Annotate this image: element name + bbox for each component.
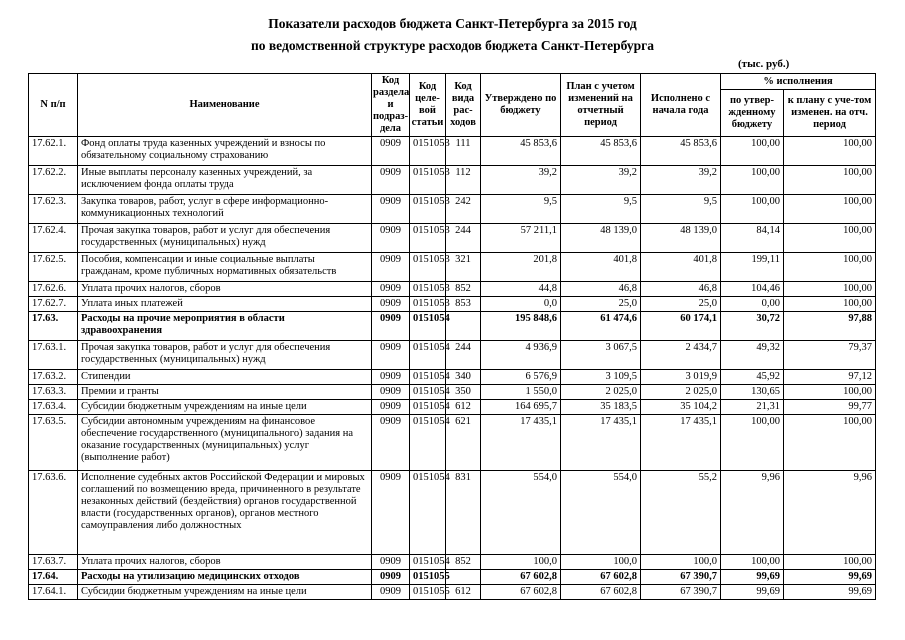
cell-statya: 0151054 [410, 415, 446, 471]
cell-vid [446, 312, 481, 341]
header-statya: Код целе-вой статьи [410, 74, 446, 137]
cell-num: 17.64.1. [29, 585, 78, 600]
cell-isp: 100,0 [641, 555, 721, 570]
table-row [29, 585, 876, 600]
cell-pct-utv: 9,96 [721, 471, 784, 555]
cell-pct-plan: 100,00 [784, 253, 876, 282]
cell-razdel: 0909 [372, 555, 410, 570]
cell-plan: 3 067,5 [561, 341, 641, 370]
cell-num: 17.63.4. [29, 400, 78, 415]
cell-pct-utv: 100,00 [721, 166, 784, 195]
cell-name: Расходы на прочие мероприятия в области здравоохранения [78, 312, 372, 341]
cell-pct-utv: 130,65 [721, 385, 784, 400]
cell-num: 17.62.4. [29, 224, 78, 253]
cell-utv: 9,5 [481, 195, 561, 224]
cell-num: 17.63.2. [29, 370, 78, 385]
cell-pct-plan: 100,00 [784, 224, 876, 253]
cell-pct-plan: 79,37 [784, 341, 876, 370]
cell-utv: 100,0 [481, 555, 561, 570]
cell-name: Иные выплаты персоналу казенных учреждений, за исключением фонда оплаты труда [78, 166, 372, 195]
cell-vid: 852 [446, 555, 481, 570]
table-row [29, 471, 876, 555]
header-pct-plan: к плану с уче-том изменен. на отч. период [784, 90, 876, 137]
units-label: (тыс. руб.) [738, 58, 790, 70]
cell-isp: 39,2 [641, 166, 721, 195]
cell-vid: 244 [446, 341, 481, 370]
cell-razdel: 0909 [372, 297, 410, 312]
cell-isp: 46,8 [641, 282, 721, 297]
cell-pct-utv: 100,00 [721, 555, 784, 570]
cell-utv: 17 435,1 [481, 415, 561, 471]
cell-vid: 612 [446, 585, 481, 600]
cell-utv: 195 848,6 [481, 312, 561, 341]
cell-plan: 554,0 [561, 471, 641, 555]
cell-pct-utv: 104,46 [721, 282, 784, 297]
cell-isp: 2 434,7 [641, 341, 721, 370]
cell-isp: 25,0 [641, 297, 721, 312]
cell-statya: 0151054 [410, 312, 446, 341]
cell-num: 17.63.5. [29, 415, 78, 471]
cell-vid: 111 [446, 137, 481, 166]
cell-plan: 2 025,0 [561, 385, 641, 400]
cell-razdel: 0909 [372, 166, 410, 195]
header-vid: Код вида рас-ходов [446, 74, 481, 137]
cell-isp: 55,2 [641, 471, 721, 555]
cell-statya: 0151055 [410, 585, 446, 600]
cell-pct-plan: 100,00 [784, 195, 876, 224]
table-row [29, 400, 876, 415]
cell-utv: 39,2 [481, 166, 561, 195]
cell-name: Пособия, компенсации и иные социальные выплаты гражданам, кроме публичных нормативных обязательств [78, 253, 372, 282]
cell-statya: 0151053 [410, 137, 446, 166]
cell-name: Субсидии бюджетным учреждениям на иные цели [78, 585, 372, 600]
cell-num: 17.63.3. [29, 385, 78, 400]
cell-statya: 0151053 [410, 195, 446, 224]
cell-statya: 0151054 [410, 341, 446, 370]
table-row [29, 224, 876, 253]
cell-num: 17.62.6. [29, 282, 78, 297]
document-title-line2: по ведомственной структуре расходов бюджета Санкт-Петербурга [250, 38, 655, 53]
cell-plan: 9,5 [561, 195, 641, 224]
cell-razdel: 0909 [372, 224, 410, 253]
cell-vid: 340 [446, 370, 481, 385]
cell-vid: 244 [446, 224, 481, 253]
cell-num: 17.62.3. [29, 195, 78, 224]
cell-num: 17.62.2. [29, 166, 78, 195]
cell-pct-utv: 0,00 [721, 297, 784, 312]
table-row [29, 253, 876, 282]
cell-statya: 0151053 [410, 166, 446, 195]
cell-pct-plan: 97,88 [784, 312, 876, 341]
table-row [29, 297, 876, 312]
header-pct-utv: по утвер-жденному бюджету [721, 90, 784, 137]
cell-razdel: 0909 [372, 195, 410, 224]
table-row [29, 312, 876, 341]
cell-num: 17.63. [29, 312, 78, 341]
cell-num: 17.62.1. [29, 137, 78, 166]
cell-isp: 9,5 [641, 195, 721, 224]
cell-isp: 67 390,7 [641, 585, 721, 600]
cell-plan: 25,0 [561, 297, 641, 312]
cell-vid [446, 570, 481, 585]
cell-plan: 100,0 [561, 555, 641, 570]
cell-statya: 0151054 [410, 471, 446, 555]
cell-utv: 164 695,7 [481, 400, 561, 415]
cell-plan: 17 435,1 [561, 415, 641, 471]
cell-plan: 45 853,6 [561, 137, 641, 166]
cell-razdel: 0909 [372, 312, 410, 341]
cell-pct-utv: 100,00 [721, 195, 784, 224]
cell-name: Стипендии [78, 370, 372, 385]
cell-plan: 48 139,0 [561, 224, 641, 253]
header-utv: Утверждено по бюджету [481, 74, 561, 137]
cell-pct-utv: 99,69 [721, 585, 784, 600]
cell-pct-plan: 100,00 [784, 555, 876, 570]
table-row [29, 385, 876, 400]
cell-num: 17.63.1. [29, 341, 78, 370]
cell-vid: 350 [446, 385, 481, 400]
cell-utv: 44,8 [481, 282, 561, 297]
cell-razdel: 0909 [372, 282, 410, 297]
table-row [29, 195, 876, 224]
cell-pct-plan: 100,00 [784, 415, 876, 471]
cell-plan: 401,8 [561, 253, 641, 282]
header-plan: План с учетом изменений на отчетный период [561, 74, 641, 137]
cell-razdel: 0909 [372, 137, 410, 166]
table-row [29, 341, 876, 370]
cell-isp: 401,8 [641, 253, 721, 282]
cell-plan: 35 183,5 [561, 400, 641, 415]
cell-utv: 57 211,1 [481, 224, 561, 253]
cell-utv: 201,8 [481, 253, 561, 282]
cell-vid: 112 [446, 166, 481, 195]
cell-statya: 0151054 [410, 370, 446, 385]
cell-name: Премии и гранты [78, 385, 372, 400]
cell-num: 17.63.7. [29, 555, 78, 570]
cell-pct-plan: 100,00 [784, 166, 876, 195]
cell-vid: 852 [446, 282, 481, 297]
cell-name: Закупка товаров, работ, услуг в сфере информационно-коммуникационных технологий [78, 195, 372, 224]
cell-pct-utv: 100,00 [721, 415, 784, 471]
cell-utv: 4 936,9 [481, 341, 561, 370]
table-row [29, 166, 876, 195]
cell-vid: 321 [446, 253, 481, 282]
cell-pct-plan: 100,00 [784, 297, 876, 312]
cell-pct-utv: 21,31 [721, 400, 784, 415]
cell-pct-plan: 9,96 [784, 471, 876, 555]
header-pct: % исполнения [721, 74, 876, 90]
cell-plan: 39,2 [561, 166, 641, 195]
cell-utv: 67 602,8 [481, 570, 561, 585]
cell-vid: 853 [446, 297, 481, 312]
cell-pct-plan: 97,12 [784, 370, 876, 385]
table-row [29, 137, 876, 166]
cell-vid: 621 [446, 415, 481, 471]
cell-statya: 0151054 [410, 555, 446, 570]
cell-pct-utv: 99,69 [721, 570, 784, 585]
cell-vid: 612 [446, 400, 481, 415]
cell-num: 17.62.5. [29, 253, 78, 282]
cell-isp: 45 853,6 [641, 137, 721, 166]
cell-name: Прочая закупка товаров, работ и услуг для обеспечения государственных (муниципальных) нужд [78, 224, 372, 253]
cell-razdel: 0909 [372, 341, 410, 370]
cell-name: Субсидии автономным учреждениям на финансовое обеспечение государственного (муниципального) задания на оказание государственных (муниципальных) услуг (выполнение работ) [78, 415, 372, 471]
cell-num: 17.63.6. [29, 471, 78, 555]
table-body [29, 137, 876, 600]
cell-razdel: 0909 [372, 570, 410, 585]
cell-pct-utv: 84,14 [721, 224, 784, 253]
cell-utv: 1 550,0 [481, 385, 561, 400]
budget-table [28, 73, 876, 600]
cell-name: Субсидии бюджетным учреждениям на иные цели [78, 400, 372, 415]
cell-isp: 35 104,2 [641, 400, 721, 415]
cell-name: Прочая закупка товаров, работ и услуг для обеспечения государственных (муниципальных) нужд [78, 341, 372, 370]
table-row [29, 555, 876, 570]
table-row [29, 282, 876, 297]
cell-pct-plan: 100,00 [784, 282, 876, 297]
cell-statya: 0151055 [410, 570, 446, 585]
cell-statya: 0151053 [410, 224, 446, 253]
header-razdel: Код раздела и подраз-дела [372, 74, 410, 137]
cell-statya: 0151053 [410, 253, 446, 282]
cell-name: Уплата прочих налогов, сборов [78, 555, 372, 570]
cell-isp: 2 025,0 [641, 385, 721, 400]
document-title-line1: Показатели расходов бюджета Санкт-Петербурга за 2015 год [268, 16, 637, 31]
table-row [29, 570, 876, 585]
cell-utv: 554,0 [481, 471, 561, 555]
cell-isp: 67 390,7 [641, 570, 721, 585]
cell-pct-plan: 99,69 [784, 570, 876, 585]
cell-pct-plan: 99,77 [784, 400, 876, 415]
cell-razdel: 0909 [372, 471, 410, 555]
cell-pct-utv: 30,72 [721, 312, 784, 341]
cell-plan: 46,8 [561, 282, 641, 297]
cell-isp: 3 019,9 [641, 370, 721, 385]
cell-razdel: 0909 [372, 385, 410, 400]
table-row [29, 415, 876, 471]
cell-statya: 0151053 [410, 297, 446, 312]
cell-pct-plan: 100,00 [784, 137, 876, 166]
cell-statya: 0151054 [410, 385, 446, 400]
header-isp: Исполнено с начала года [641, 74, 721, 137]
cell-utv: 45 853,6 [481, 137, 561, 166]
cell-isp: 60 174,1 [641, 312, 721, 341]
cell-razdel: 0909 [372, 370, 410, 385]
cell-utv: 0,0 [481, 297, 561, 312]
cell-utv: 67 602,8 [481, 585, 561, 600]
cell-vid: 831 [446, 471, 481, 555]
header-name: Наименование [78, 74, 372, 137]
cell-name: Исполнение судебных актов Российской Федерации и мировых соглашений по возмещению вреда, причиненного в результате незаконных действий (бездействия) органов государственной власти (государственных органов), органов местного самоуправления либо должностных [78, 471, 372, 555]
cell-razdel: 0909 [372, 253, 410, 282]
cell-plan: 61 474,6 [561, 312, 641, 341]
cell-isp: 48 139,0 [641, 224, 721, 253]
table-row [29, 370, 876, 385]
cell-plan: 3 109,5 [561, 370, 641, 385]
cell-statya: 0151053 [410, 282, 446, 297]
cell-pct-utv: 45,92 [721, 370, 784, 385]
cell-vid: 242 [446, 195, 481, 224]
cell-razdel: 0909 [372, 415, 410, 471]
cell-razdel: 0909 [372, 585, 410, 600]
cell-plan: 67 602,8 [561, 570, 641, 585]
cell-pct-plan: 99,69 [784, 585, 876, 600]
cell-name: Расходы на утилизацию медицинских отходов [78, 570, 372, 585]
cell-razdel: 0909 [372, 400, 410, 415]
header-num: N п/п [29, 74, 78, 137]
cell-pct-utv: 199,11 [721, 253, 784, 282]
cell-name: Уплата прочих налогов, сборов [78, 282, 372, 297]
cell-num: 17.64. [29, 570, 78, 585]
cell-pct-utv: 49,32 [721, 341, 784, 370]
cell-isp: 17 435,1 [641, 415, 721, 471]
cell-name: Фонд оплаты труда казенных учреждений и взносы по обязательному социальному страхованию [78, 137, 372, 166]
cell-pct-plan: 100,00 [784, 385, 876, 400]
cell-pct-utv: 100,00 [721, 137, 784, 166]
cell-utv: 6 576,9 [481, 370, 561, 385]
cell-name: Уплата иных платежей [78, 297, 372, 312]
cell-num: 17.62.7. [29, 297, 78, 312]
cell-statya: 0151054 [410, 400, 446, 415]
cell-plan: 67 602,8 [561, 585, 641, 600]
